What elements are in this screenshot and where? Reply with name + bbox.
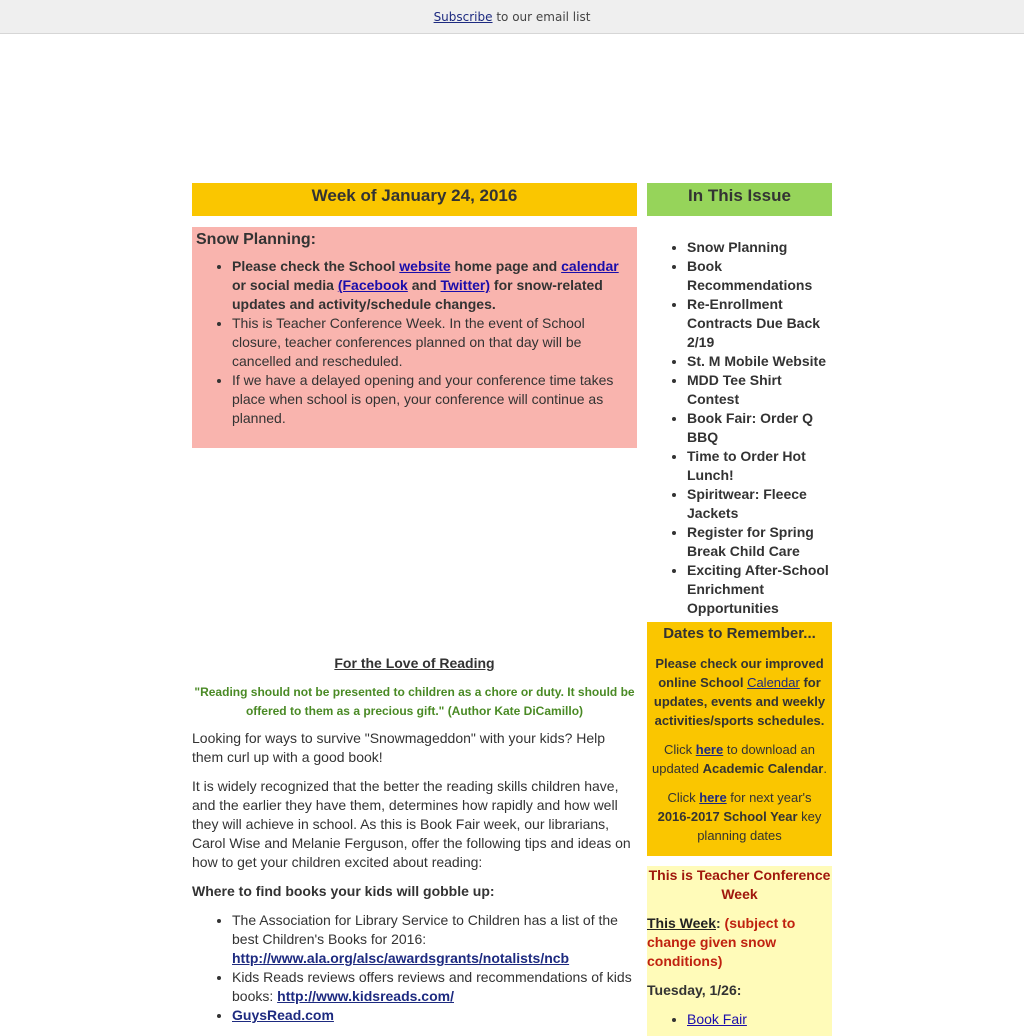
dates-title: Dates to Remember... <box>663 625 816 642</box>
kidsreads-link[interactable]: http://www.kidsreads.com/ <box>277 988 454 1004</box>
twitter-link[interactable]: Twitter) <box>440 277 491 293</box>
issue-item: • Time to Order Hot Lunch! <box>687 447 832 485</box>
text: for next year's <box>726 790 812 805</box>
snow-planning-list <box>196 257 633 428</box>
book-sources-list <box>192 911 637 1025</box>
website-link[interactable]: website <box>399 258 451 274</box>
book-fair-link[interactable]: Book Fair <box>687 1011 747 1027</box>
issue-item: • Spiritwear: Fleece Jackets <box>687 485 832 523</box>
text: Please check the School <box>232 258 400 274</box>
text: and <box>407 277 441 293</box>
school-year-text: 2016-2017 School Year <box>657 809 798 824</box>
subscribe-link[interactable]: Subscribe <box>433 10 493 24</box>
subscribe-text: to our email list <box>492 10 591 24</box>
snow-note: (subject to change given snow conditions) <box>647 915 796 969</box>
school-year-link[interactable]: here <box>699 790 727 805</box>
list-item <box>232 911 637 968</box>
text: Kids Reads reviews offers reviews and recommendations of kids books: <box>232 969 632 1004</box>
text: for snow-related updates and activity/schedule changes. <box>232 277 603 312</box>
issue-item: • Snow Planning <box>687 238 832 257</box>
list-item <box>232 968 637 1006</box>
text: Click <box>663 742 696 757</box>
issue-item: • Re-Enrollment Contracts Due Back 2/19 <box>687 295 832 352</box>
in-this-issue-banner: In This Issue <box>647 183 832 216</box>
issue-item: • MDD Tee Shirt Contest <box>687 371 832 409</box>
facebook-link[interactable]: (Facebook <box>337 277 408 293</box>
tuesday-list <box>647 1010 832 1029</box>
dates-paragraph <box>651 788 828 845</box>
list-item: • If we have a delayed opening and your conference time takes place when school is open, your conference will continue as planned. <box>232 371 633 428</box>
issue-item: • Exciting After-School Enrichment Opportunities <box>687 561 832 618</box>
guysread-link[interactable]: GuysRead.com <box>232 1007 334 1023</box>
reading-quote: "Reading should not be presented to children as a chore or duty. It should be offered to them as a precious gift." (Author Kate DiCamillo) <box>194 685 635 718</box>
this-week-label: This Week <box>647 915 716 931</box>
issue-item: • Book Fair: Order Q BBQ <box>687 409 832 447</box>
issue-item: • St. M Mobile Website <box>687 352 832 371</box>
academic-calendar-text: Academic Calendar <box>702 761 824 776</box>
text: key planning dates <box>697 809 822 843</box>
in-this-issue-list <box>647 238 832 618</box>
calendar-link[interactable]: calendar <box>561 258 619 274</box>
list-item <box>232 257 633 314</box>
academic-calendar-link[interactable]: here <box>695 742 724 757</box>
list-item: • This is Teacher Conference Week. In the event of School closure, teacher conferences planned on that day will be cancelled and rescheduled. <box>232 314 633 371</box>
list-item <box>232 1006 637 1025</box>
tuesday-heading: Tuesday, 1/26: <box>647 982 742 998</box>
this-week-line <box>647 914 832 971</box>
text: or social media <box>232 277 338 293</box>
issue-item: • Book Recommendations <box>687 257 832 295</box>
reading-title: For the Love of Reading <box>334 655 495 671</box>
text: Click <box>667 790 700 805</box>
reading-paragraph: Looking for ways to survive "Snowmageddon" with your kids? Help them curl up with a good book! <box>192 730 606 765</box>
ala-link[interactable]: http://www.ala.org/alsc/awardsgrants/notalists/ncb <box>232 950 570 966</box>
snow-planning-title: Snow Planning: <box>196 231 316 248</box>
week-banner: Week of January 24, 2016 <box>192 183 637 216</box>
dates-paragraph <box>651 740 828 778</box>
text: to download an updated <box>652 742 816 776</box>
text: Please check our improved online School <box>655 656 824 690</box>
conference-title: This is Teacher Conference Week <box>648 867 831 902</box>
teacher-conference-box <box>647 866 832 1036</box>
text: for updates, events and weekly activities/sports schedules. <box>653 675 826 728</box>
list-item <box>687 1010 832 1029</box>
reading-paragraph: It is widely recognized that the better the reading skills children have, and the earlier they have them, determines how rapidly and how well they will achieve in school. As this is Book Fair week, our librarians, Carol Wise and Melanie Ferguson, offer the following tips and ideas on how to get your children excited about reading: <box>192 778 631 870</box>
text: The Association for Library Service to Children has a list of the best Children's Books for 2016: <box>232 912 618 947</box>
love-of-reading-section <box>192 653 637 1025</box>
school-calendar-link[interactable]: Calendar <box>747 675 800 690</box>
dates-paragraph <box>651 654 828 730</box>
issue-item: • Register for Spring Break Child Care <box>687 523 832 561</box>
text: : <box>716 915 721 931</box>
snow-planning-box <box>192 227 637 448</box>
where-to-find-heading: Where to find books your kids will gobble up: <box>192 883 495 899</box>
text: . <box>823 761 827 776</box>
dates-to-remember-box <box>647 622 832 856</box>
subscribe-bar <box>0 0 1024 34</box>
text: home page and <box>450 258 562 274</box>
